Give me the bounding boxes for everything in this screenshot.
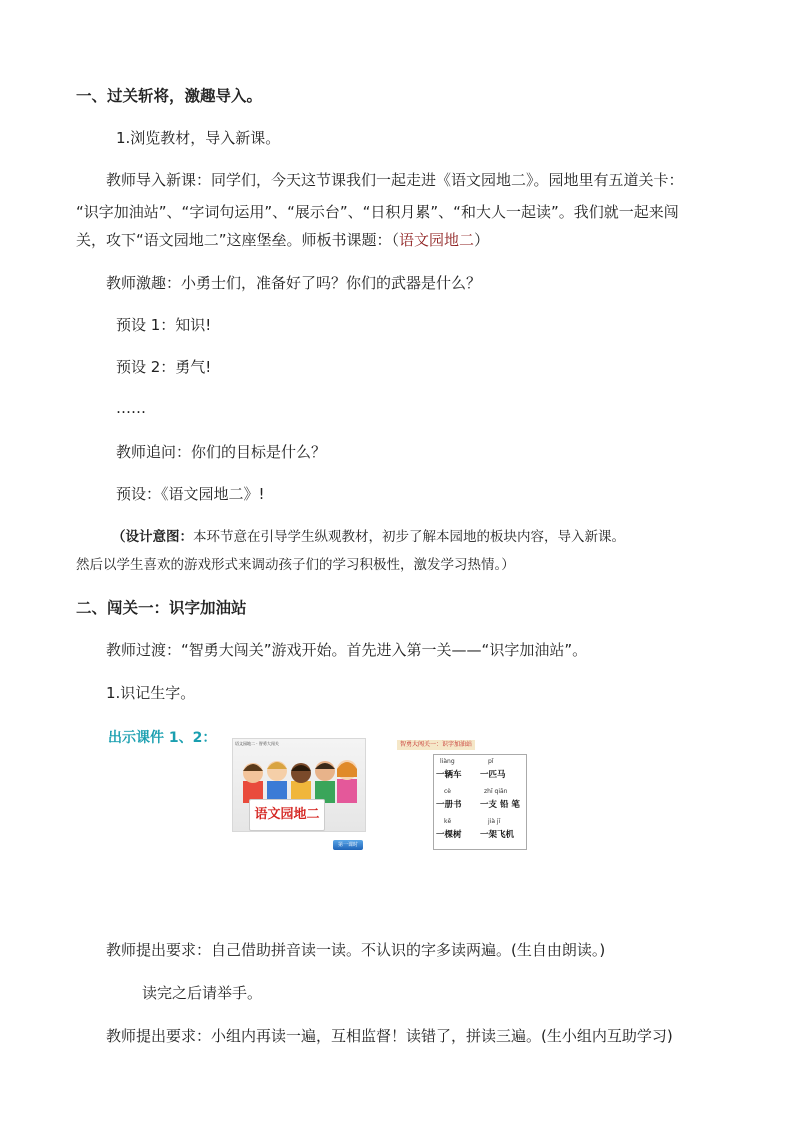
- requirement-2: 教师提出要求：小组内再读一遍，互相监督！读错了，拼读三遍。(生小组内互助学习): [106, 1027, 673, 1045]
- section-1-heading: 一、过关斩将，激趣导入。: [76, 87, 263, 105]
- requirement-1: 教师提出要求：自己借助拼音读一读。不认识的字多读两遍。(生自由朗读。): [106, 941, 606, 959]
- pinyin: pǐ: [488, 758, 494, 765]
- pinyin: liàng: [440, 758, 455, 765]
- pinyin: jià jī: [488, 818, 501, 825]
- vocab-word: 一支 铅 笔: [480, 800, 520, 810]
- intro-paragraph-line-3: [76, 230, 489, 250]
- vocab-word: 一匹马: [480, 770, 506, 780]
- preset-3: 预设：《语文园地二》!: [116, 485, 265, 503]
- preset-1: 预设 1：知识!: [116, 316, 212, 334]
- pinyin: cè: [444, 788, 451, 795]
- vocab-word: 一辆车: [436, 770, 462, 780]
- transition-line: 教师过渡：“智勇大闯关”游戏开始。首先进入第一关——“识字加油站”。: [106, 641, 588, 659]
- raise-hand-line: 读完之后请举手。: [142, 984, 263, 1002]
- design-note-text: 本环节意在引导学生纵观教材，初步了解本园地的板块内容，导入新课。: [193, 529, 625, 545]
- design-note-label: （设计意图：: [112, 529, 193, 545]
- intro-paragraph-text: 关，攻下“语文园地二”这座堡垒。师板书课题：（: [76, 231, 400, 249]
- section-2-heading: 二、闯关一：识字加油站: [76, 599, 247, 617]
- pinyin: kē: [444, 818, 452, 825]
- paren-close: ）: [474, 231, 490, 249]
- board-title: 语文园地二: [399, 231, 475, 249]
- slide-next-button[interactable]: 第一课时: [333, 840, 363, 850]
- design-note-line-2: 然后以学生喜欢的游戏形式来调动孩子们的学习积极性，激发学习热情。）: [76, 557, 515, 573]
- vocab-word: 一册书: [436, 800, 462, 810]
- courseware-label: 出示课件 1、2：: [108, 730, 217, 746]
- intro-paragraph-line-2: “识字加油站”、“字词句运用”、“展示台”、“日积月累”、“和大人一起读”。我们就一起来闯: [76, 203, 679, 221]
- vocab-word: 一架飞机: [480, 830, 515, 840]
- pinyin: zhī qiān: [484, 788, 508, 795]
- slide-1-title-sign: 语文园地二: [249, 799, 325, 831]
- preset-2: 预设 2：勇气!: [116, 358, 212, 376]
- slide-2-header: 智勇大闯关一：识字加油站: [397, 740, 475, 750]
- design-note-line-1: [112, 527, 625, 547]
- ellipsis: ……: [116, 399, 146, 417]
- motivate-line: 教师激趣：小勇士们，准备好了吗？你们的武器是什么？: [106, 274, 482, 292]
- slide-1-topbar: 语文园地二 · 智勇大闯关: [235, 741, 279, 746]
- courseware-slide-2: [393, 738, 533, 850]
- section-1-item-1: 1.浏览教材，导入新课。: [116, 129, 281, 147]
- vocab-card: [433, 754, 527, 850]
- followup-line: 教师追问：你们的目标是什么？: [116, 443, 327, 461]
- intro-paragraph-line-1: 教师导入新课：同学们，今天这节课我们一起走进《语文园地二》。园地里有五道关卡：: [106, 171, 684, 189]
- section-2-item-1: 1.识记生字。: [106, 684, 196, 702]
- vocab-word: 一棵树: [436, 830, 462, 840]
- children-illustration-icon: [239, 755, 359, 803]
- courseware-slide-1: [232, 738, 366, 832]
